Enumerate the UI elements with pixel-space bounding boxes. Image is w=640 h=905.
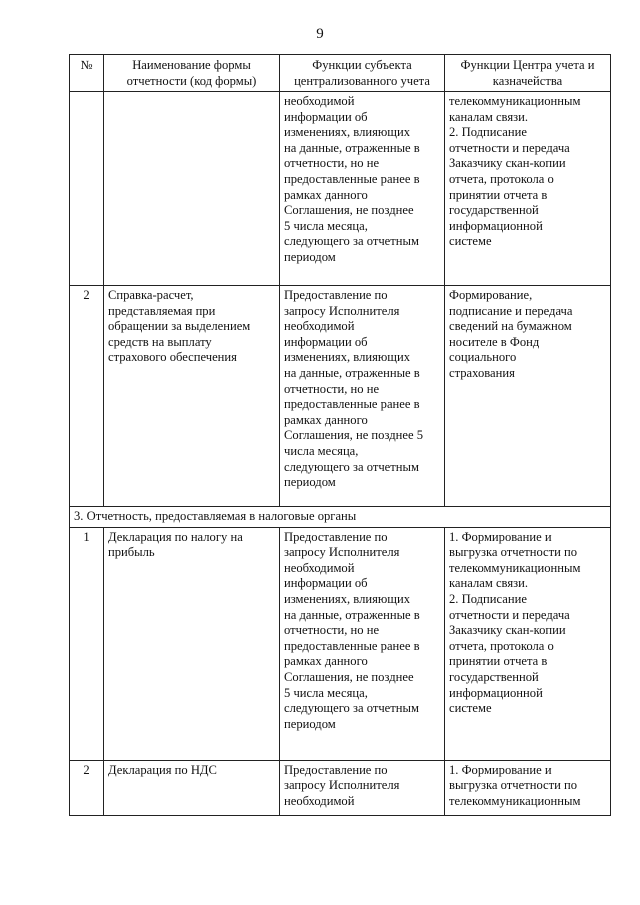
row-number: 1 <box>70 527 104 760</box>
form-name-cell <box>104 92 280 286</box>
table-row <box>70 527 611 760</box>
subject-functions-cell: Предоставление по запросу Исполнителя необходимой информации об изменениях, влияющих на данные, отраженные в отчетности, но не предоставленные ранее в рамках данного Соглашения, не позднее 5 числа месяца, следующего за отчетным периодом <box>280 527 445 760</box>
form-name-cell: Декларация по НДС <box>104 760 280 815</box>
header-number: № <box>70 55 104 92</box>
table-row <box>70 92 611 286</box>
row-number: 2 <box>70 286 104 507</box>
form-name-cell: Справка-расчет, представляемая при обращении за выделением средств на выплату страхового обеспечения <box>104 286 280 507</box>
table-row <box>70 286 611 507</box>
center-functions-cell: Формирование, подписание и передача сведений на бумажном носителе в Фонд социального страхования <box>445 286 611 507</box>
section-row <box>70 507 611 528</box>
center-functions-cell: телекоммуникационным каналам связи. 2. Подписание отчетности и передача Заказчику скан-копии отчета, протокола о принятии отчета в государственной информационной системе <box>445 92 611 286</box>
row-number <box>70 92 104 286</box>
header-center-functions: Функции Центра учета и казначейства <box>445 55 611 92</box>
form-name-cell: Декларация по налогу на прибыль <box>104 527 280 760</box>
table-row <box>70 760 611 815</box>
subject-functions-cell: Предоставление по запросу Исполнителя необходимой информации об изменениях, влияющих на данные, отраженные в отчетности, но не предоставленные ранее в рамках данного Соглашения, не позднее 5 числа месяца, следующего за отчетным периодом <box>280 286 445 507</box>
subject-functions-cell: Предоставление по запросу Исполнителя необходимой <box>280 760 445 815</box>
table-header-row <box>70 55 611 92</box>
subject-functions-cell: необходимой информации об изменениях, влияющих на данные, отраженные в отчетности, но не предоставленные ранее в рамках данного Соглашения, не позднее 5 числа месяца, следующего за отчетным периодом <box>280 92 445 286</box>
center-functions-cell: 1. Формирование и выгрузка отчетности по телекоммуникационным каналам связи. 2. Подписание отчетности и передача Заказчику скан-копии отчета, протокола о принятии отчета в государственной информационной системе <box>445 527 611 760</box>
reporting-functions-table <box>69 54 611 816</box>
header-form-name: Наименование формы отчетности (код формы) <box>104 55 280 92</box>
header-subject-functions: Функции субъекта централизованного учета <box>280 55 445 92</box>
page-number: 9 <box>316 26 324 42</box>
section-title-tax-authorities: 3. Отчетность, предоставляемая в налоговые органы <box>70 507 611 528</box>
row-number: 2 <box>70 760 104 815</box>
center-functions-cell: 1. Формирование и выгрузка отчетности по телекоммуникационным <box>445 760 611 815</box>
